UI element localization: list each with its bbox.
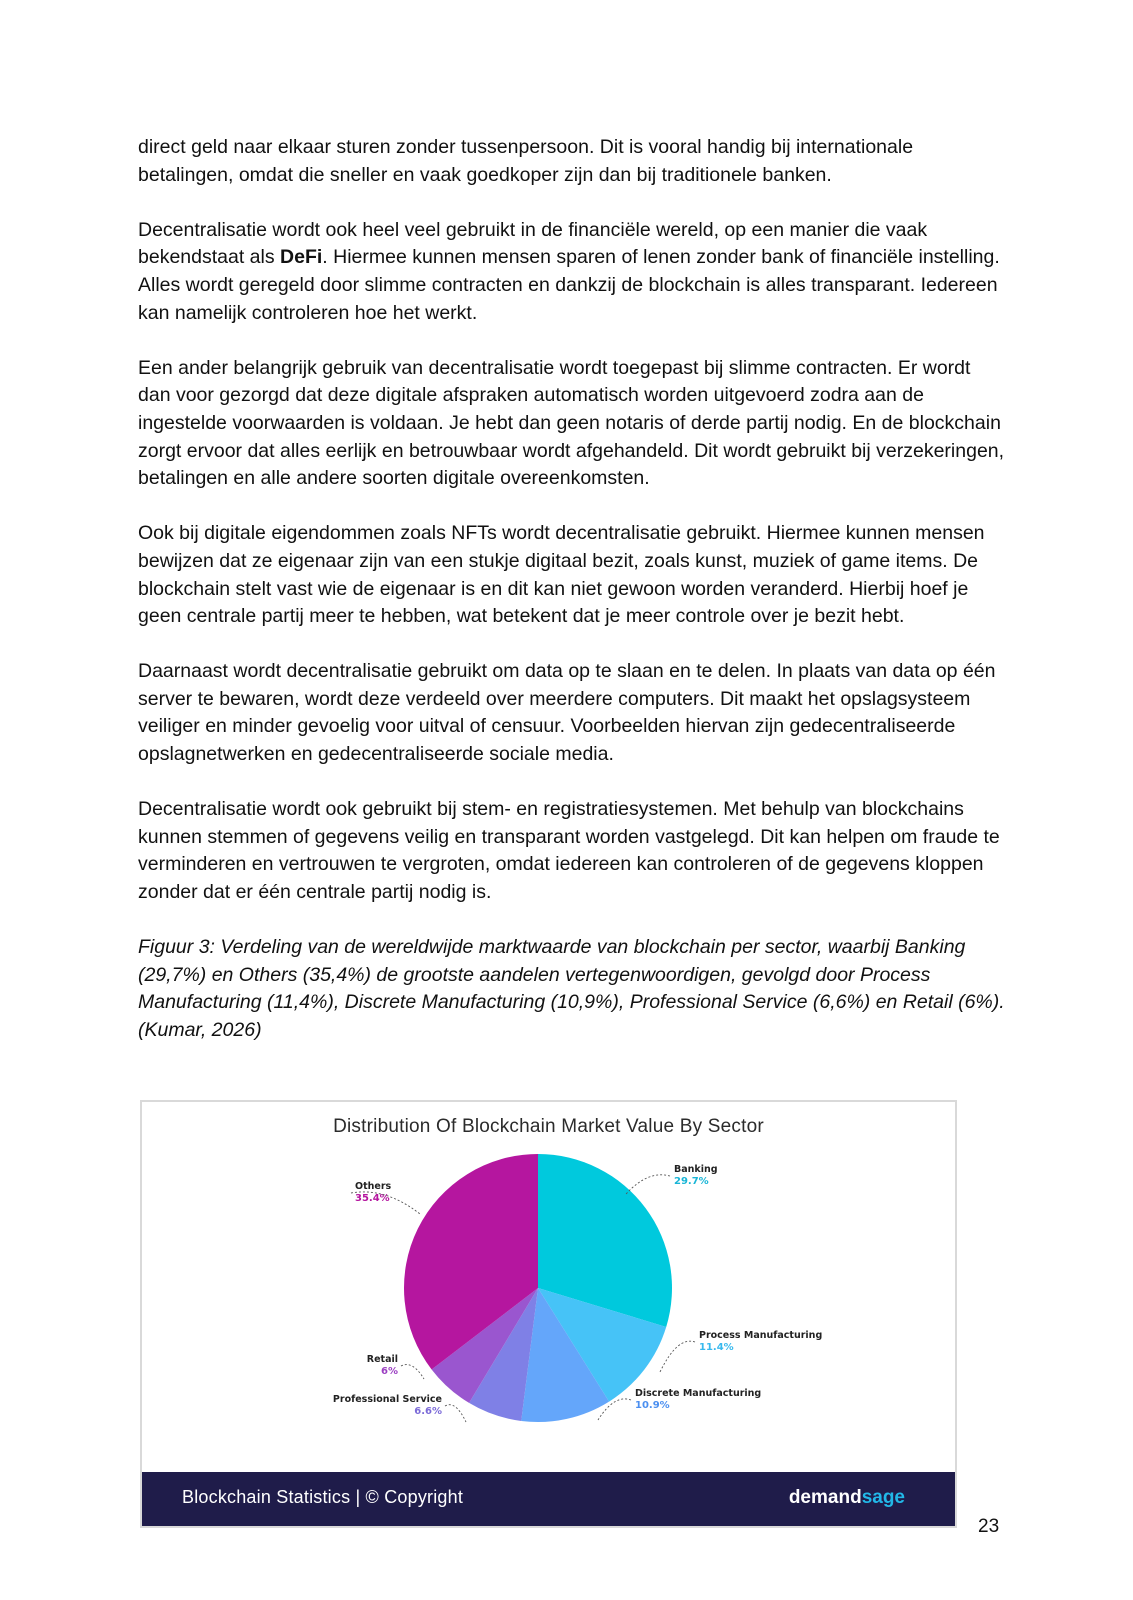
paragraph-defi-end: . Hiermee kunnen mensen sparen of lenen zonder bank of financiële instelling. Alles wordt geregeld door slimme contracten en dankzij de blockchain is alles transparant. Iedereen kan namelijk controleren hoe het werkt. xyxy=(138,246,1000,324)
paragraph-defi-start: Decentralisatie wordt ook heel veel gebruikt in de financiële wereld, op een manier die vaak bekendstaat als xyxy=(138,218,928,269)
paragraph-1: direct geld naar elkaar sturen zonder tussenpersoon. Dit is vooral handig bij internationale betalingen, omdat die sneller en vaak goedkoper zijn dan bij traditionele banken. xyxy=(138,136,914,186)
paragraph-data-storage: Daarnaast wordt decentralisatie gebruikt om data op te slaan en te delen. In plaats van data op één server te bewaren, wordt deze verdeeld over meerdere computers. Dit maakt het opslagsysteem veiliger en minder gevoelig voor uitval of censuur. Voorbeelden hiervan zijn gedecentraliseerde opslagnetwerken en gedecentraliseerde sociale media. xyxy=(138,660,996,766)
pie-label-banking: Banking xyxy=(674,1164,718,1175)
pie-label-others: Others xyxy=(355,1181,392,1192)
pie-value-process-manufacturing: 11.4% xyxy=(699,1342,734,1353)
brand-part-1: demand xyxy=(788,1487,862,1508)
leader-line-banking xyxy=(626,1175,670,1194)
pie-value-professional-service: 6.6% xyxy=(414,1406,442,1417)
pie-value-discrete-manufacturing: 10.9% xyxy=(635,1400,670,1411)
page-number: 23 xyxy=(978,1516,1000,1537)
defi-term: DeFi xyxy=(280,246,323,269)
chart-title: Distribution Of Blockchain Market Value By Sector xyxy=(333,1116,764,1137)
pie-chart xyxy=(142,1102,955,1472)
pie-value-banking: 29.7% xyxy=(674,1176,709,1187)
leader-line-process-manufacturing xyxy=(660,1341,695,1372)
paragraph-nfts: Ook bij digitale eigendommen zoals NFTs wordt decentralisatie gebruikt. Hiermee kunnen mensen bewijzen dat ze eigenaar zijn van een stukje digitaal bezit, zoals kunst, muziek of game items. De blockchain stelt vast wie de eigenaar is en dit kan niet gewoon worden veranderd. Hierbij hoef je geen centrale partij meer te hebben, wat betekent dat je meer controle over je bezit hebt. xyxy=(138,522,985,628)
figure-footer xyxy=(142,1472,955,1526)
paragraph-voting: Decentralisatie wordt ook gebruikt bij stem- en registratiesystemen. Met behulp van blockchains kunnen stemmen of gegevens veilig en transparant worden vastgelegd. Dit kan helpen om fraude te verminderen en vertrouwen te vergroten, omdat iedereen kan controleren of de gegevens kloppen zonder dat er één centrale partij nodig is. xyxy=(138,798,1000,904)
pie-value-retail: 6% xyxy=(381,1366,398,1377)
footer-copyright: Blockchain Statistics | © Copyright xyxy=(182,1487,464,1507)
figure-caption: Figuur 3: Verdeling van de wereldwijde marktwaarde van blockchain per sector, waarbij Banking (29,7%) en Others (35,4%) de grootste aandelen vertegenwoordigen, gevolgd door Process Manufacturing (11,4%), Discrete Manufacturing (10,9%), Professional Service (6,6%) en Retail (6%). (Kumar, 2026) xyxy=(138,936,1005,1041)
brand-logo xyxy=(789,1487,905,1509)
pie-value-others: 35.4% xyxy=(355,1193,390,1204)
paragraph-defi xyxy=(138,217,1006,327)
pie-label-discrete-manufacturing: Discrete Manufacturing xyxy=(635,1388,762,1399)
pie-label-process-manufacturing: Process Manufacturing xyxy=(699,1330,823,1341)
pie-label-professional-service: Professional Service xyxy=(332,1394,442,1405)
leader-line-professional-service xyxy=(445,1405,466,1422)
leader-line-retail xyxy=(401,1365,424,1379)
paragraph-smart-contracts: Een ander belangrijk gebruik van decentralisatie wordt toegepast bij slimme contracten. Er wordt dan voor gezorgd dat deze digitale afspraken automatisch worden uitgevoerd zodra aan de ingestelde voorwaarden is voldaan. Je hebt dan geen notaris of derde partij nodig. En de blockchain zorgt ervoor dat alles eerlijk en betrouwbaar wordt afgehandeld. Dit wordt gebruikt bij verzekeringen, betalingen en alle andere soorten digitale overeenkomsten. xyxy=(138,356,1005,490)
brand-part-2: sage xyxy=(861,1487,905,1508)
body-text xyxy=(138,134,1006,1072)
pie-label-retail: Retail xyxy=(366,1354,398,1365)
chart-figure xyxy=(140,1100,957,1528)
